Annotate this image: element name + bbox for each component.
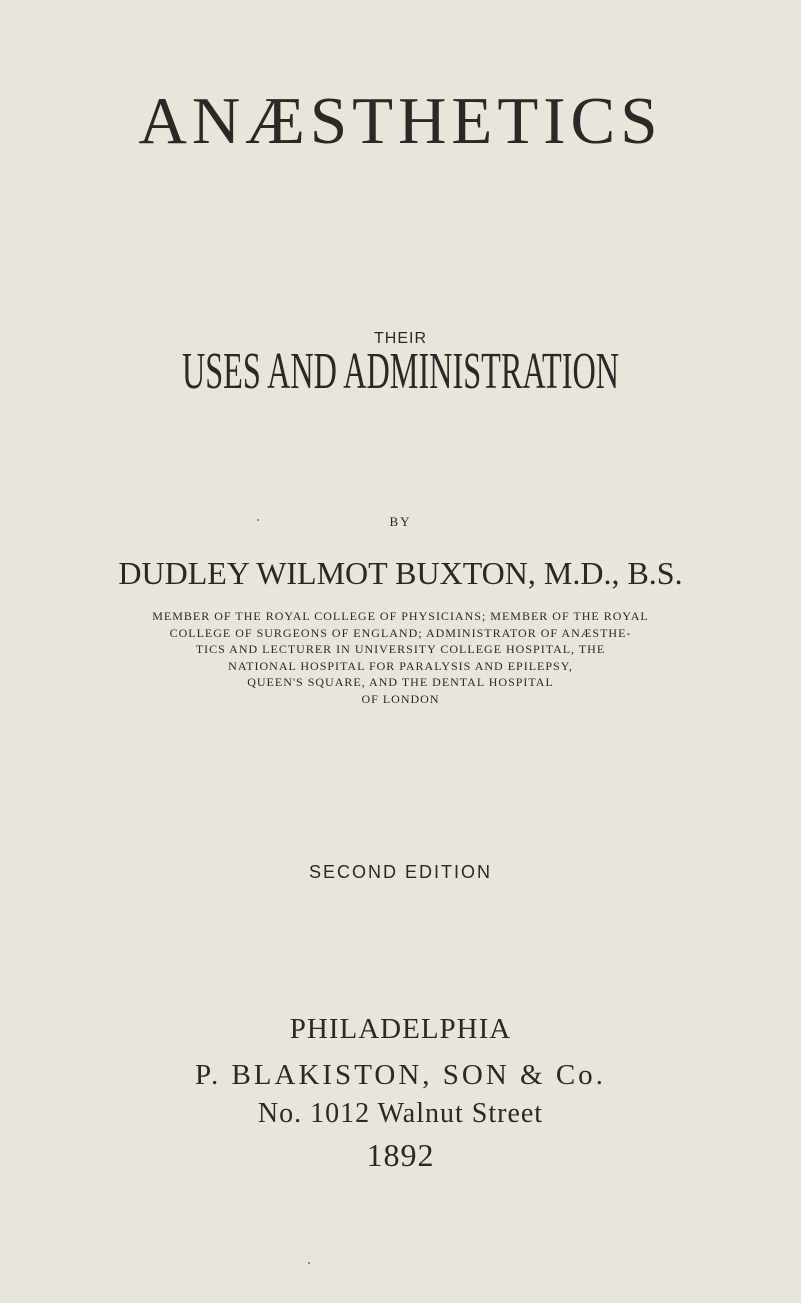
credentials-line: TICS AND LECTURER IN UNIVERSITY COLLEGE HOSPITAL, THE <box>195 642 606 657</box>
publication-city: PHILADELPHIA <box>289 1013 512 1045</box>
credentials-line: OF LONDON <box>361 691 440 706</box>
book-title: ANÆSTHETICS <box>138 84 663 158</box>
their-label: THEIR <box>374 330 427 347</box>
credentials-line: COLLEGE OF SURGEONS OF ENGLAND; ADMINISTRATOR OF ANÆSTHE- <box>169 625 632 640</box>
edition-label: SECOND EDITION <box>308 862 492 882</box>
author-name: DUDLEY WILMOT BUXTON, M.D., B.S. <box>118 555 683 591</box>
publisher-address: No. 1012 Walnut Street <box>257 1098 544 1129</box>
credentials-line: NATIONAL HOSPITAL FOR PARALYSIS AND EPILEPSY, <box>228 658 573 673</box>
author-credentials <box>65 608 736 708</box>
publication-year: 1892 <box>366 1137 435 1173</box>
credentials-line: MEMBER OF THE ROYAL COLLEGE OF PHYSICIANS; MEMBER OF THE ROYAL <box>152 609 649 623</box>
book-subtitle: USES AND ADMINISTRATION <box>181 343 620 400</box>
by-label: BY <box>389 514 412 529</box>
publisher-name: P. BLAKISTON, SON & Co. <box>195 1059 606 1091</box>
credentials-line: QUEEN'S SQUARE, AND THE DENTAL HOSPITAL <box>247 675 554 690</box>
